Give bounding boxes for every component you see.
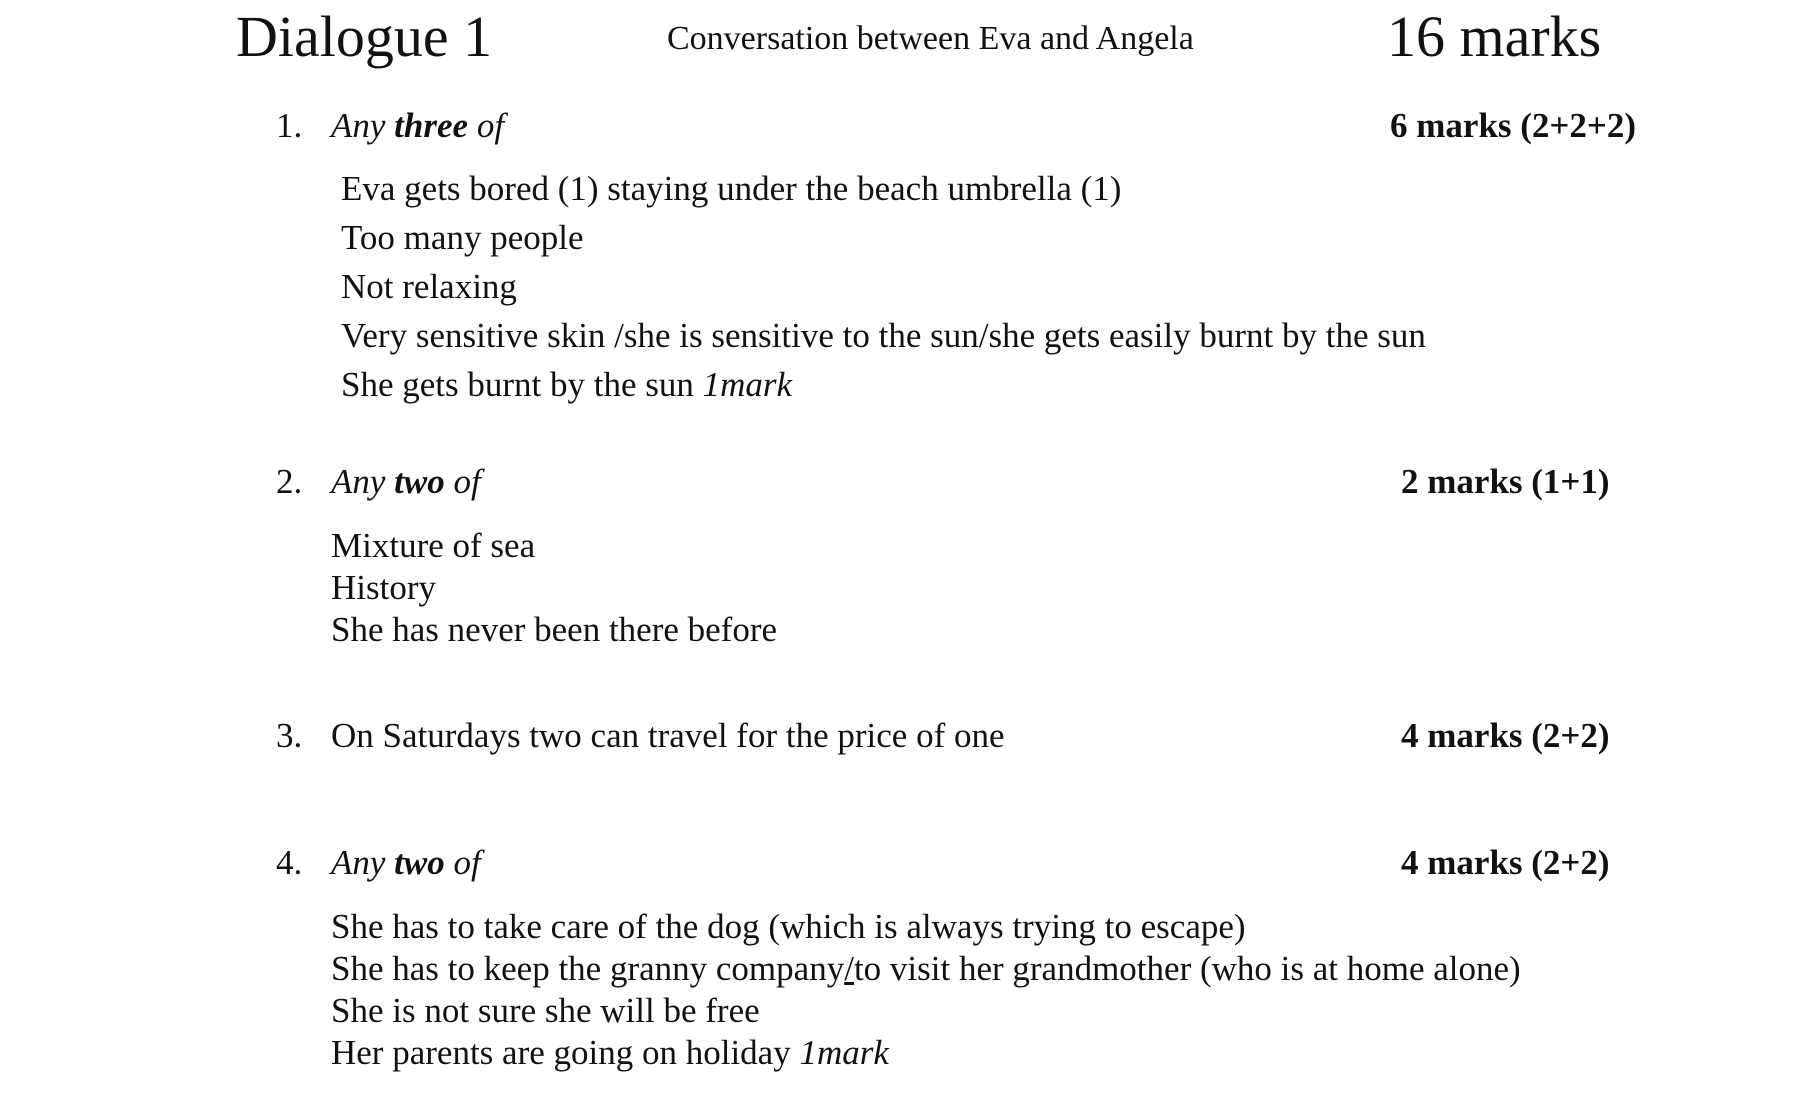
answer-line: Very sensitive skin /she is sensitive to the sun/she gets easily burnt by the sun — [341, 316, 1426, 355]
question-number: 3. — [276, 716, 303, 755]
answer-line: She has never been there before — [331, 610, 778, 649]
answer-line: Mixture of sea — [331, 526, 536, 565]
question-number: 1. — [276, 106, 303, 145]
question-prompt: Any two of — [331, 462, 481, 501]
mark-note: 1mark — [702, 365, 793, 404]
mark-note: 1mark — [799, 1033, 889, 1072]
answer-line: Her parents are going on holiday 1mark — [331, 1033, 889, 1072]
answer-line: History — [331, 568, 436, 607]
page-title: Dialogue 1 — [236, 4, 493, 69]
answer-line: Too many people — [341, 218, 584, 257]
answer-line: Eva gets bored (1) staying under the beach umbrella (1) — [341, 169, 1122, 208]
answer-line: She is not sure she will be free — [331, 991, 760, 1030]
question-marks: 4 marks (2+2) — [1401, 716, 1610, 755]
answer-line: She has to keep the granny company/to visit her grandmother (who is at home alone) — [331, 949, 1521, 988]
answer-line: She gets burnt by the sun 1mark — [341, 365, 793, 404]
answer-line: She has to take care of the dog (which is always trying to escape) — [331, 907, 1246, 946]
question-number: 2. — [276, 462, 303, 501]
question-prompt: On Saturdays two can travel for the price of one — [331, 716, 1005, 755]
question-marks: 2 marks (1+1) — [1401, 462, 1610, 501]
page-subtitle: Conversation between Eva and Angela — [667, 20, 1194, 57]
question-prompt: Any two of — [331, 843, 481, 882]
question-number: 4. — [276, 843, 303, 882]
answer-line: Not relaxing — [341, 267, 517, 306]
total-marks: 16 marks — [1387, 4, 1602, 69]
question-marks: 6 marks (2+2+2) — [1390, 106, 1636, 145]
question-marks: 4 marks (2+2) — [1401, 843, 1610, 882]
question-prompt: Any three of — [331, 106, 505, 145]
